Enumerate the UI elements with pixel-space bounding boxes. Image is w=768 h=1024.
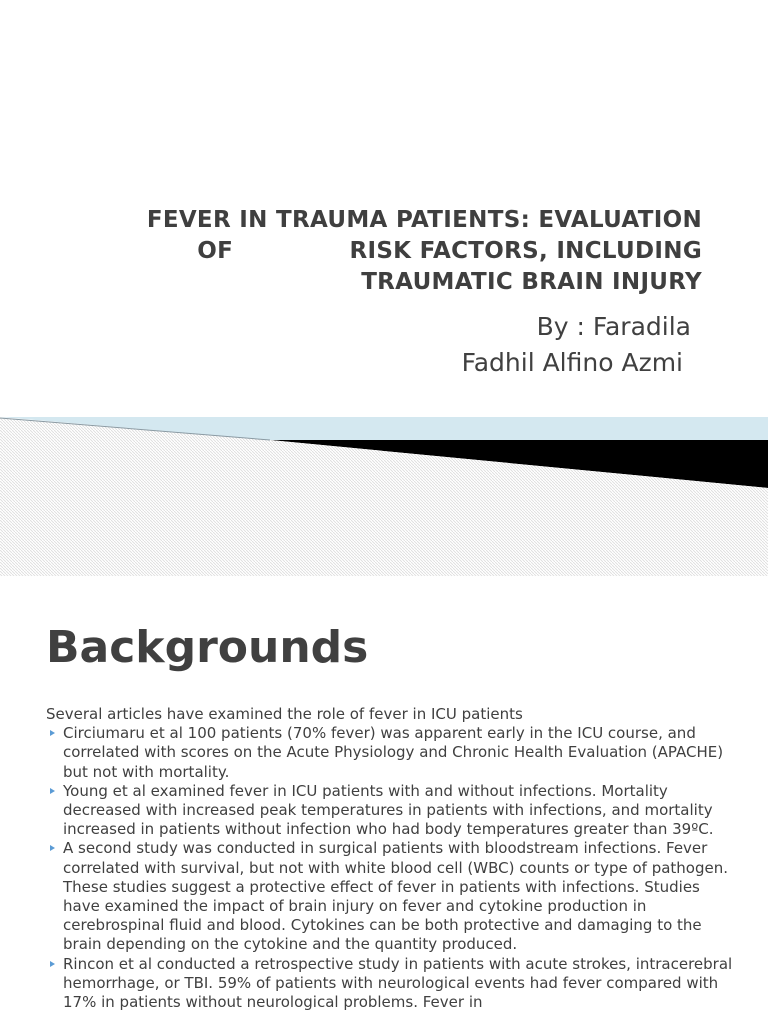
bullet-text: Circiumaru et al 100 patients (70% fever) was apparent early in the ICU course, and correlated with scores on the Acute Physiology and Chronic Health Evaluation (APACHE) but not with mortality. xyxy=(63,724,724,781)
bullet-list xyxy=(46,724,736,1012)
triangle-right-icon xyxy=(50,730,55,736)
intro-text: Several articles have examined the role of fever in ICU patients xyxy=(46,705,523,723)
list-item xyxy=(46,782,736,840)
list-item xyxy=(46,724,736,782)
list-item xyxy=(46,955,736,1013)
bullet-text: Young et al examined fever in ICU patients with and without infections. Mortality decreased with increased peak temperatures in patients with infections, and mortality increased in patients without infection who had body temperatures greater than 39ºC. xyxy=(63,781,714,839)
content-slide xyxy=(0,576,768,1024)
list-item xyxy=(46,839,736,954)
author-line: By : Faradila xyxy=(536,312,691,341)
bullet-text: Rincon et al conducted a retrospective study in patients with acute strokes, intracerebral hemorrhage, or TBI. 59% of patients with neurological events had fever compared with 17% in patients without neurological problems. Fever in xyxy=(63,954,733,1012)
slide-body xyxy=(46,705,736,1012)
title-line: OF RISK FACTORS, INCLUDING xyxy=(197,238,702,264)
slide-heading: Backgrounds xyxy=(46,622,369,673)
author-name: Fadhil Alfino Azmi xyxy=(461,348,683,377)
title-line: FEVER IN TRAUMA PATIENTS: EVALUATION xyxy=(146,207,702,233)
bullet-text: A second study was conducted in surgical patients with bloodstream infections. Fever correlated with survival, but not with white blood cell (WBC) counts or type of pathogen. These studies suggest a protective effect of fever in patients with infections. Studies have examined the impact of brain injury on fever and cytokine production in cerebrospinal fluid and blood. Cytokines can be both protective and damaging to the brain depending on the cytokine and the quantity produced. xyxy=(63,839,729,954)
decorative-band xyxy=(0,412,768,576)
triangle-right-icon xyxy=(50,961,55,967)
triangle-right-icon xyxy=(50,788,55,794)
title-line: TRAUMATIC BRAIN INJURY xyxy=(361,269,702,295)
triangle-right-icon xyxy=(50,845,55,851)
slide-title xyxy=(60,205,702,298)
